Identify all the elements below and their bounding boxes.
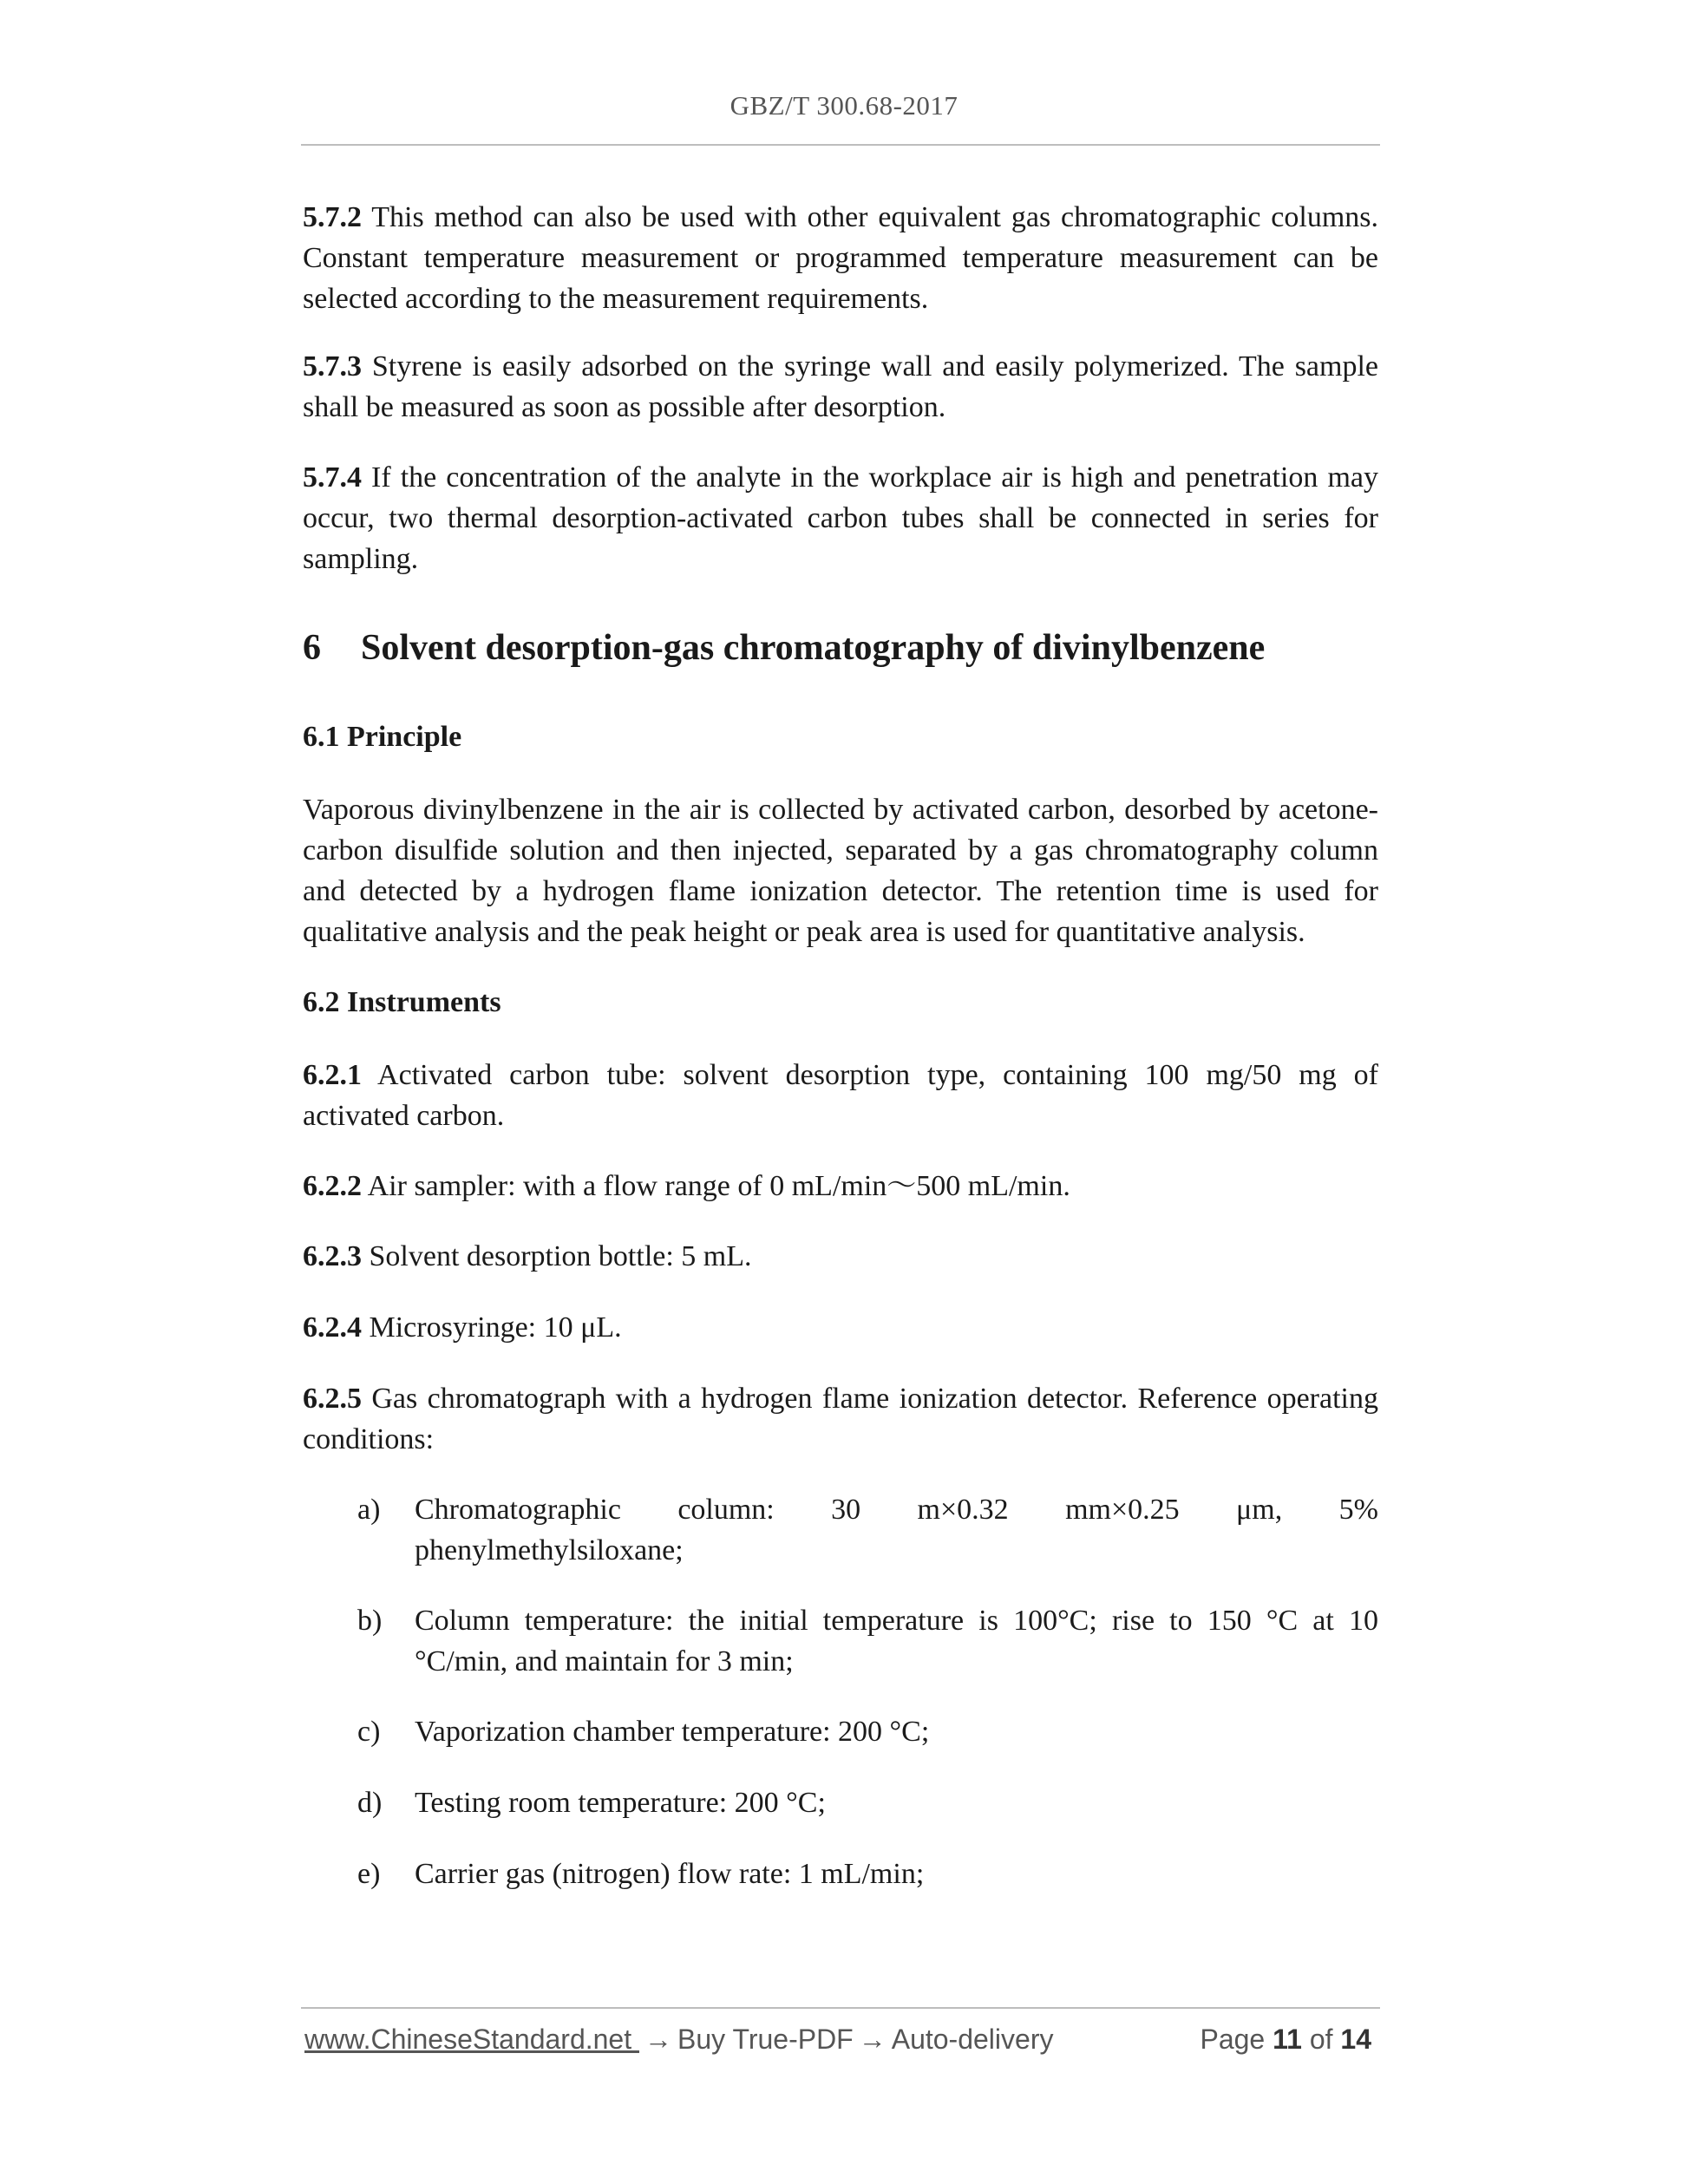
column-spec-word: μm, bbox=[1236, 1494, 1283, 1526]
condition-item-a bbox=[357, 1489, 1378, 1571]
page-footer bbox=[304, 2024, 1377, 2058]
arrow-right-icon: → bbox=[858, 2024, 887, 2055]
clause-number: 5.7.4 bbox=[303, 461, 362, 494]
paragraph-6-2-2 bbox=[303, 1166, 1378, 1206]
clause-number: 6.2.3 bbox=[303, 1240, 362, 1272]
paragraph-6-2-5 bbox=[303, 1378, 1378, 1460]
condition-item-c bbox=[357, 1711, 1378, 1752]
list-marker: c) bbox=[357, 1716, 381, 1748]
clause-number: 5.7.2 bbox=[303, 201, 362, 233]
column-spec-word: column: bbox=[677, 1494, 775, 1526]
subsection-6-2-heading: 6.2 Instruments bbox=[303, 986, 501, 1018]
clause-number: 6.2.2 bbox=[303, 1170, 362, 1202]
paragraph-6-2-1 bbox=[303, 1055, 1378, 1136]
clause-text: Gas chromatograph with a hydrogen flame ionization detector. Reference operating conditions: bbox=[303, 1383, 1378, 1455]
column-spec-word: Chromatographic bbox=[415, 1494, 621, 1526]
principle-paragraph: Vaporous divinylbenzene in the air is collected by activated carbon, desorbed by acetone-carbon disulfide solution and then injected, separated by a gas chromatography column and detected by a hydrogen flame ionization detector. The retention time is used for qualitative analysis and the peak height or peak area is used for quantitative analysis. bbox=[303, 794, 1378, 948]
column-spec-word: mm×0.25 bbox=[1065, 1494, 1180, 1526]
total-page-count: 14 bbox=[1340, 2024, 1371, 2055]
list-marker: b) bbox=[357, 1605, 383, 1637]
clause-number: 6.2.5 bbox=[303, 1383, 362, 1415]
footer-divider bbox=[301, 2007, 1380, 2009]
clause-number: 5.7.3 bbox=[303, 350, 362, 383]
condition-item-d bbox=[357, 1782, 1378, 1823]
buy-true-pdf-label: Buy True-PDF bbox=[677, 2024, 854, 2055]
clause-number: 6.2.1 bbox=[303, 1059, 362, 1091]
list-item-text: Vaporization chamber temperature: 200 °C; bbox=[415, 1716, 930, 1748]
column-spec-continuation: phenylmethylsiloxane; bbox=[415, 1534, 684, 1566]
list-item-text bbox=[415, 1489, 1378, 1571]
list-marker: a) bbox=[357, 1494, 381, 1526]
clause-text: If the concentration of the analyte in the workplace air is high and penetration may occur, two thermal desorption-activated carbon tubes shall be connected in series for sampling. bbox=[303, 461, 1378, 575]
page-indicator bbox=[1200, 2024, 1371, 2056]
clause-text: Styrene is easily adsorbed on the syringe wall and easily polymerized. The sample shall be measured as soon as possible after desorption. bbox=[303, 350, 1378, 423]
subsection-6-1-heading: 6.1 Principle bbox=[303, 721, 462, 753]
paragraph-5-7-3 bbox=[303, 346, 1378, 428]
section-6-heading bbox=[303, 627, 1378, 669]
footer-links bbox=[304, 2024, 1053, 2056]
list-marker: d) bbox=[357, 1787, 383, 1819]
column-spec-line bbox=[415, 1489, 1378, 1530]
paragraph-6-2-4 bbox=[303, 1307, 1378, 1348]
list-item-text: Carrier gas (nitrogen) flow rate: 1 mL/min; bbox=[415, 1858, 925, 1890]
arrow-right-icon: → bbox=[644, 2024, 672, 2055]
paragraph-5-7-4 bbox=[303, 457, 1378, 579]
of-label: of bbox=[1309, 2024, 1333, 2055]
section-title: Solvent desorption-gas chromatography of divinylbenzene bbox=[361, 628, 1266, 668]
list-item-text: Testing room temperature: 200 °C; bbox=[415, 1787, 826, 1819]
clause-text: Microsyringe: 10 μL. bbox=[362, 1311, 622, 1344]
column-spec-word: 30 bbox=[831, 1494, 861, 1526]
section-number: 6 bbox=[303, 628, 321, 668]
list-item-text: Column temperature: the initial temperature is 100°C; rise to 150 °C at 10 °C/min, and maintain for 3 min; bbox=[415, 1605, 1378, 1677]
paragraph-6-2-3 bbox=[303, 1236, 1378, 1277]
list-marker: e) bbox=[357, 1858, 381, 1890]
clause-text: This method can also be used with other equivalent gas chromatographic columns. Constant temperature measurement or programmed temperature measurement can be selected according to the measurement requirements. bbox=[303, 201, 1378, 315]
current-page-number: 11 bbox=[1273, 2024, 1302, 2055]
clause-text: Air sampler: with a flow range of 0 mL/min～500 mL/min. bbox=[362, 1170, 1070, 1202]
page-label: Page bbox=[1200, 2024, 1266, 2055]
header-divider bbox=[301, 144, 1380, 146]
clause-number: 6.2.4 bbox=[303, 1311, 362, 1344]
condition-item-b bbox=[357, 1600, 1378, 1682]
column-spec-word: m×0.32 bbox=[917, 1494, 1009, 1526]
clause-text: Activated carbon tube: solvent desorption type, containing 100 mg/50 mg of activated carbon. bbox=[303, 1059, 1378, 1132]
auto-delivery-label: Auto-delivery bbox=[891, 2024, 1054, 2055]
document-code-header: GBZ/T 300.68-2017 bbox=[730, 90, 958, 121]
paragraph-5-7-2 bbox=[303, 197, 1378, 319]
clause-text: Solvent desorption bottle: 5 mL. bbox=[362, 1240, 752, 1272]
condition-item-e bbox=[357, 1854, 1378, 1894]
column-spec-word: 5% bbox=[1338, 1494, 1378, 1526]
site-link[interactable]: www.ChineseStandard.net bbox=[304, 2024, 639, 2055]
